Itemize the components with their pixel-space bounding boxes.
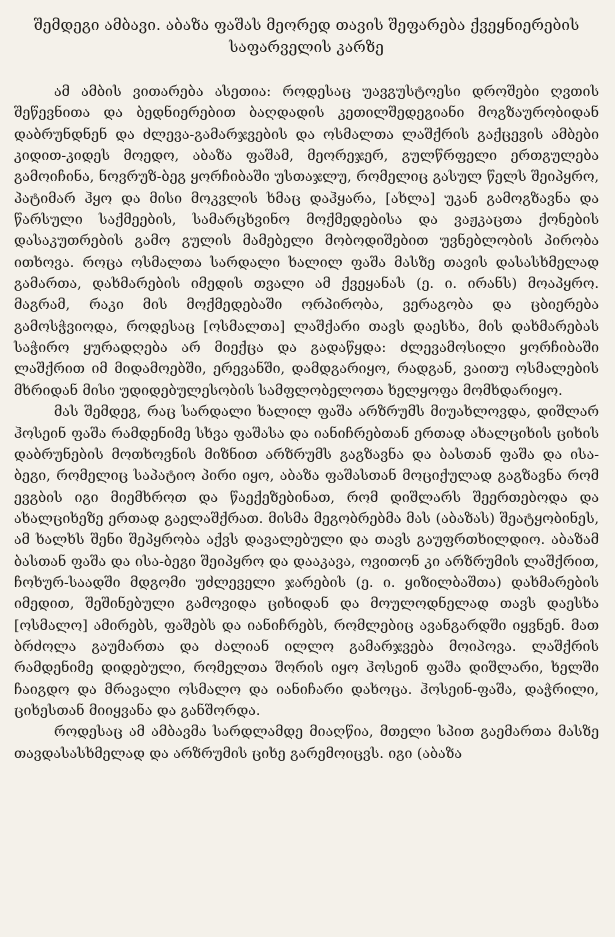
paragraph-3: როდესაც ამ ამბავმა სარდლამდე მიაღწია, მთელი სპით გაემართა მასზე თავდასასხმელად და არზრუმის ციხე გარემოიცვს. იგი (აბაზა	[14, 724, 599, 762]
chapter-title-line-2: საფარველის კარზე	[229, 38, 384, 56]
paragraph-2: მას შემდეგ, რაც სარდალი ხალილ ფაშა არზრუმს მიუახლოვდა, დიშლარ ჰოსეინ ფაშა რამდენიმე სხვა ფაშასა და იანიჩრებთან ერთად ახალციხის ციხის დაბრუნების მოთხოვნის მიზნით არზრუმს გაგზავნა და ბასთან ფაშა და ისა-ბეგი, რომელიც საპატიო პირი იყო, აბაზა ფაშასთან მოციქულად გაგზავნა რომ ევგბის იგი მიემხროთ და წაექეზებინათ, რომ დიშლარს შეერთებოდა და ახალციხეზე ერთად გაელაშქრათ. მისმა მეგობრებმა მას (აბაზას) შეატყობინეს, ამ ხალხს შენი შეპყრობა აქვს დავალებული და თავს გაუფრთხილდიო. აბაზამ ბასთან ფაშა და ისა-ბეგი შეიპყრო და დააკავა, ოვითონ კი არზრუმის ლაშქრით, ჩოხურ-საადში მდგომი უძლეველი ჯარების (ე. ი. ყიზილბაშთა) დახმარების იმედით, შეშინებული გამოვიდა ციხიდან და მოულოდნელად თავს დაესხა [ოსმალო] ამირებს, ფაშებს და იანიჩრებს, რომლებიც ავანგარდში იყვნენ. მათ ბრძოლა გაუმართა და ძალიან ილლო გამარჯვება მოიპოვა. ლაშქრის რამდენიმე დიდებული, რომელთა შორის იყო ჰოსეინ ფაშა დიშლარი, ხელში ჩაიგდო და მრავალი ოსმალო და იანიჩარი დახოცა. ჰოსეინ-ფაშა, დაჭრილი, ციხესთან მიიყვანა და განშორდა.	[14, 404, 599, 719]
chapter-title-line-1: შემდეგი ამბავი. აბაზა ფაშას მეორედ თავის შეფარება ქვეყნიერების	[33, 16, 580, 34]
paragraph-1: ამ ამბის ვითარება ასეთია: როდესაც უავგუსტოესი დროშები ღვთის შეწევნითა და ბედნიერებით ბაღდადის კეთილშედეგიანი მოგზაურობიდან დაბრუნდნენ და ძლევა-გამარჯვების და ოსმალთა ლაშქრის გაქცევის ამბები კიდით-კიდეს მოედო, აბაზა ფაშამ, მეორეჯერ, გულწრფელი ერთგულება გამოიჩინა, ნოვრუზ-ბეგ ყორჩიბაში უსთაჯლუ, რომელიც გასულ წელს შეიპყრო, პატიმარ ჰყო და მისი მოკვლის ხმაც დაჰყარა, [ახლა] უკან გამოგზავნა და წარსული საქმეების, სამარცხვინო მოქმედებისა და ვაჟკაცთა ქონების დასაკუთრების გამო გულის მამებელი მობოდიშებით უვნებლობის პირობა ითხოვა. როცა ოსმალთა სარდალი ხალილ ფაშა მასზე თავის დასასხმელად გამართა, დახმარების იმედის თვალი ამ ქვეყანას (ე. ი. ირანს) მოაპყრო. მაგრამ, რაკი მის მოქმედებაში ორპირობა, ვერაგობა და ცბიერება გამოსჭვიოდა, როდესაც [ოსმალთა] ლაშქარი თავს დაესხა, მის დახმარებას საჭირო ყურადღება არ მიექცა და გადაწყდა: ძლევამოსილი ყორჩიბაში ლაშქრით იმ მიდამოებში, ერევანში, დამდგარიყო, რადგან, ვაითუ ოსმალების მხრიდან მისი უდიდებულესობის სამფლობელოთა ხელყოფა მომხდარიყო.	[14, 84, 599, 399]
chapter-title	[14, 14, 599, 58]
